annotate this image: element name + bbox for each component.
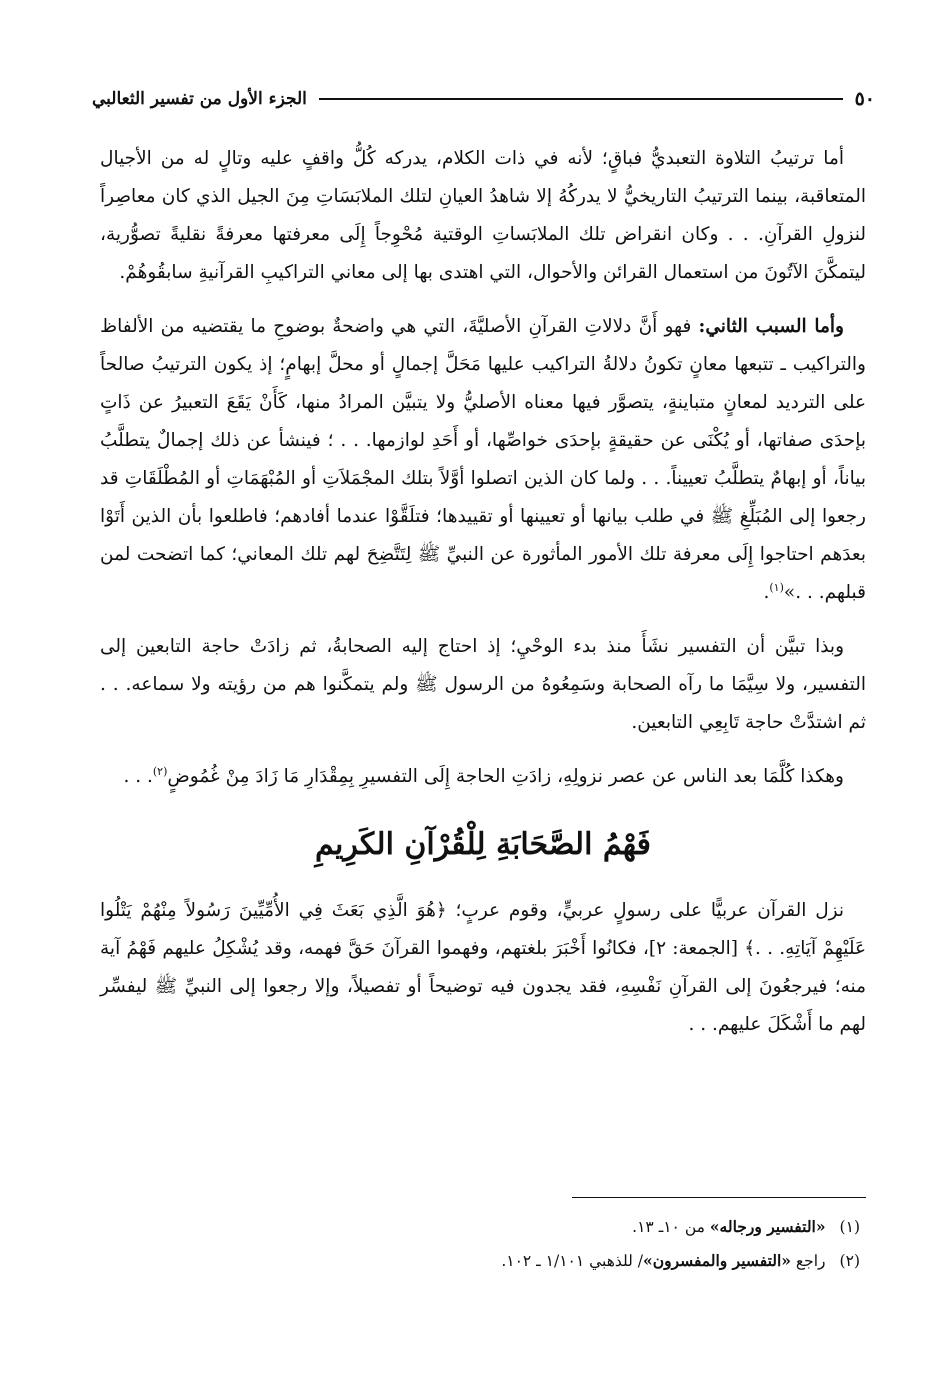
footnote-text	[632, 1210, 825, 1244]
footnote-source-title: «التفسير والمفسرون»	[643, 1251, 791, 1270]
paragraph-tail: .	[763, 582, 770, 603]
footnote-divider	[572, 1197, 866, 1198]
paragraph	[100, 628, 866, 742]
section-heading: فَهْمُ الصَّحَابَةِ لِلْقُرْآنِ الكَرِيمِ	[315, 827, 651, 862]
footnote-ref: (١)	[769, 580, 784, 594]
paragraph	[100, 758, 866, 796]
footnotes	[100, 1210, 866, 1278]
footnote-source-title: «التفسير ورجاله»	[709, 1217, 826, 1236]
page-body	[100, 140, 866, 1060]
footnote-detail: / للذهبي ١/١٠١ ـ ١٠٢.	[501, 1252, 644, 1270]
footnote-number: (٢)	[839, 1252, 860, 1270]
footnote-text	[501, 1244, 825, 1278]
paragraph-text: فهو أَنَّ دلالاتِ القرآنِ الأصليَّةَ، التي هي واضحةٌ بوضوحِ ما يقتضيه من الألفاظ والتراكيب ـ تتبعها معانٍ تكونُ دلالةُ التراكيب عليها مَحَلَّ إجمالٍ أو محلَّ إبهامٍ؛ إذ يكون الترتيبُ صالحاً على الترديد لمعانٍ متباينةٍ، يتصوَّر فيها معناه الأصليُّ ولا يتبيَّن المرادُ منها، كَأَنْ يَقَعَ التعبيرُ عن ذَاتٍ بإحدَى صفاتها، أو يُكْنَى عن حقيقةٍ بإحدَى خواصِّها، أو أَحَدِ لوازمها. . . ؛ فينشأ عن ذلك إجمالٌ يتطلَّبُ بياناً، أو إبهامٌ يتطلَّبُ تعييناً. . . ولما كان الذين اتصلوا أوَّلاً بتلك المجْمَلاَتِ أو المُبْهَمَاتِ أو المُطْلَقَاتِ قد رجعوا إلى المُبَلِّغِ ﷺ في طلب بيانها أو تعيينها أو تقييدها؛ فتلَقَّوْا عندما أفادهم؛ فاطلعوا بأن الذين أَتَوْا بعدَهم احتاجوا إِلَى معرفة تلك الأمور المأثورة عن النبيِّ ﷺ لِتَتَّضِحَ لهم تلك المعاني؛ كما اتضحت لمن قبلهم. . .»	[100, 316, 866, 603]
footnote	[100, 1244, 866, 1278]
footnote	[100, 1210, 866, 1244]
paragraph	[100, 140, 866, 292]
paragraph	[100, 308, 866, 612]
running-title: الجزء الأول من تفسير الثعالبي	[92, 89, 307, 109]
paragraph-tail: . . .	[123, 766, 153, 787]
page-number: ٥٠	[854, 88, 875, 110]
page-header	[92, 84, 875, 114]
footnote-ref: (٢)	[152, 764, 168, 778]
footnote-prefix: راجع	[790, 1252, 826, 1270]
paragraph	[100, 892, 866, 1044]
footnote-number: (١)	[839, 1218, 860, 1236]
paragraph-text: وهكذا كُلَّمَا بعد الناس عن عصر نزولِهِ، زادَتِ الحاجة إِلَى التفسيرِ بِمِقْدَارِ مَا زَادَ مِنْ غُمُوضٍ	[167, 766, 844, 787]
paragraph-text: أما ترتيبُ التلاوة التعبديُّ فباقٍ؛ لأنه في ذات الكلام، يدركه كُلُّ واقفٍ عليه وتالٍ له من الأجيال المتعاقبة، بينما الترتيبُ التاريخيُّ لا يدركُهُ إلا شاهدُ العيانِ لتلك الملابَسَاتِ مِنَ الجيل الذي كان معاصِراً لنزولِ القرآنِ. . . وكان انقراض تلك الملابَساتِ الوقتية مُحْوِجاً إِلَى معرفتها معرفةً نقليةً تصوُّرية، ليتمكَّنَ الآتُونَ من استعمال القرائن والأحوال، التي اهتدى بها إلى معاني التراكيبِ القرآنيةِ سابقُوهُمْ.	[100, 148, 866, 283]
header-rule	[319, 98, 843, 100]
paragraph-text: وبذا تبيَّن أن التفسير نشَأَ منذ بدء الوحْيِ؛ إذ احتاج إليه الصحابةُ، ثم زادَتْ حاجة التابعين إلى التفسير، ولا سِيَّمَا ما رآه الصحابة وسَمِعُوهُ من الرسول ﷺ ولم يتمكَّنوا هم من رؤيته ولا سماعه. . . ثم اشتدَّتْ حاجة تَابِعِي التابعين.	[100, 636, 866, 733]
paragraph-lead: وأما السبب الثاني:	[698, 316, 844, 337]
paragraph-text: نزل القرآن عربيًّا على رسولٍ عربيٍّ، وقوم عربٍ؛ ﴿هُوَ الَّذِي بَعَثَ فِي الأُمِّيِّينَ رَسُولاً مِنْهُمْ يَتْلُوا عَلَيْهِمْ آيَاتِهِ. . .﴾ [الجمعة: ٢]، فكانُوا أَخْبَرَ بلغتهم، وفهموا القرآنَ حَقَّ فهمه، وقد يُشْكِلُ عليهم فَهْمُ آية منه؛ فيرجعُونَ إلى القرآنِ نَفْسِهِ، فقد يجدون فيه توضيحاً أو تفصيلاً، وإلا رجعوا إلى النبيِّ ﷺ ليفسِّر لهم ما أَشْكَلَ عليهم. . .	[100, 900, 867, 1035]
footnote-detail: من ١٠ـ ١٣.	[632, 1218, 710, 1236]
